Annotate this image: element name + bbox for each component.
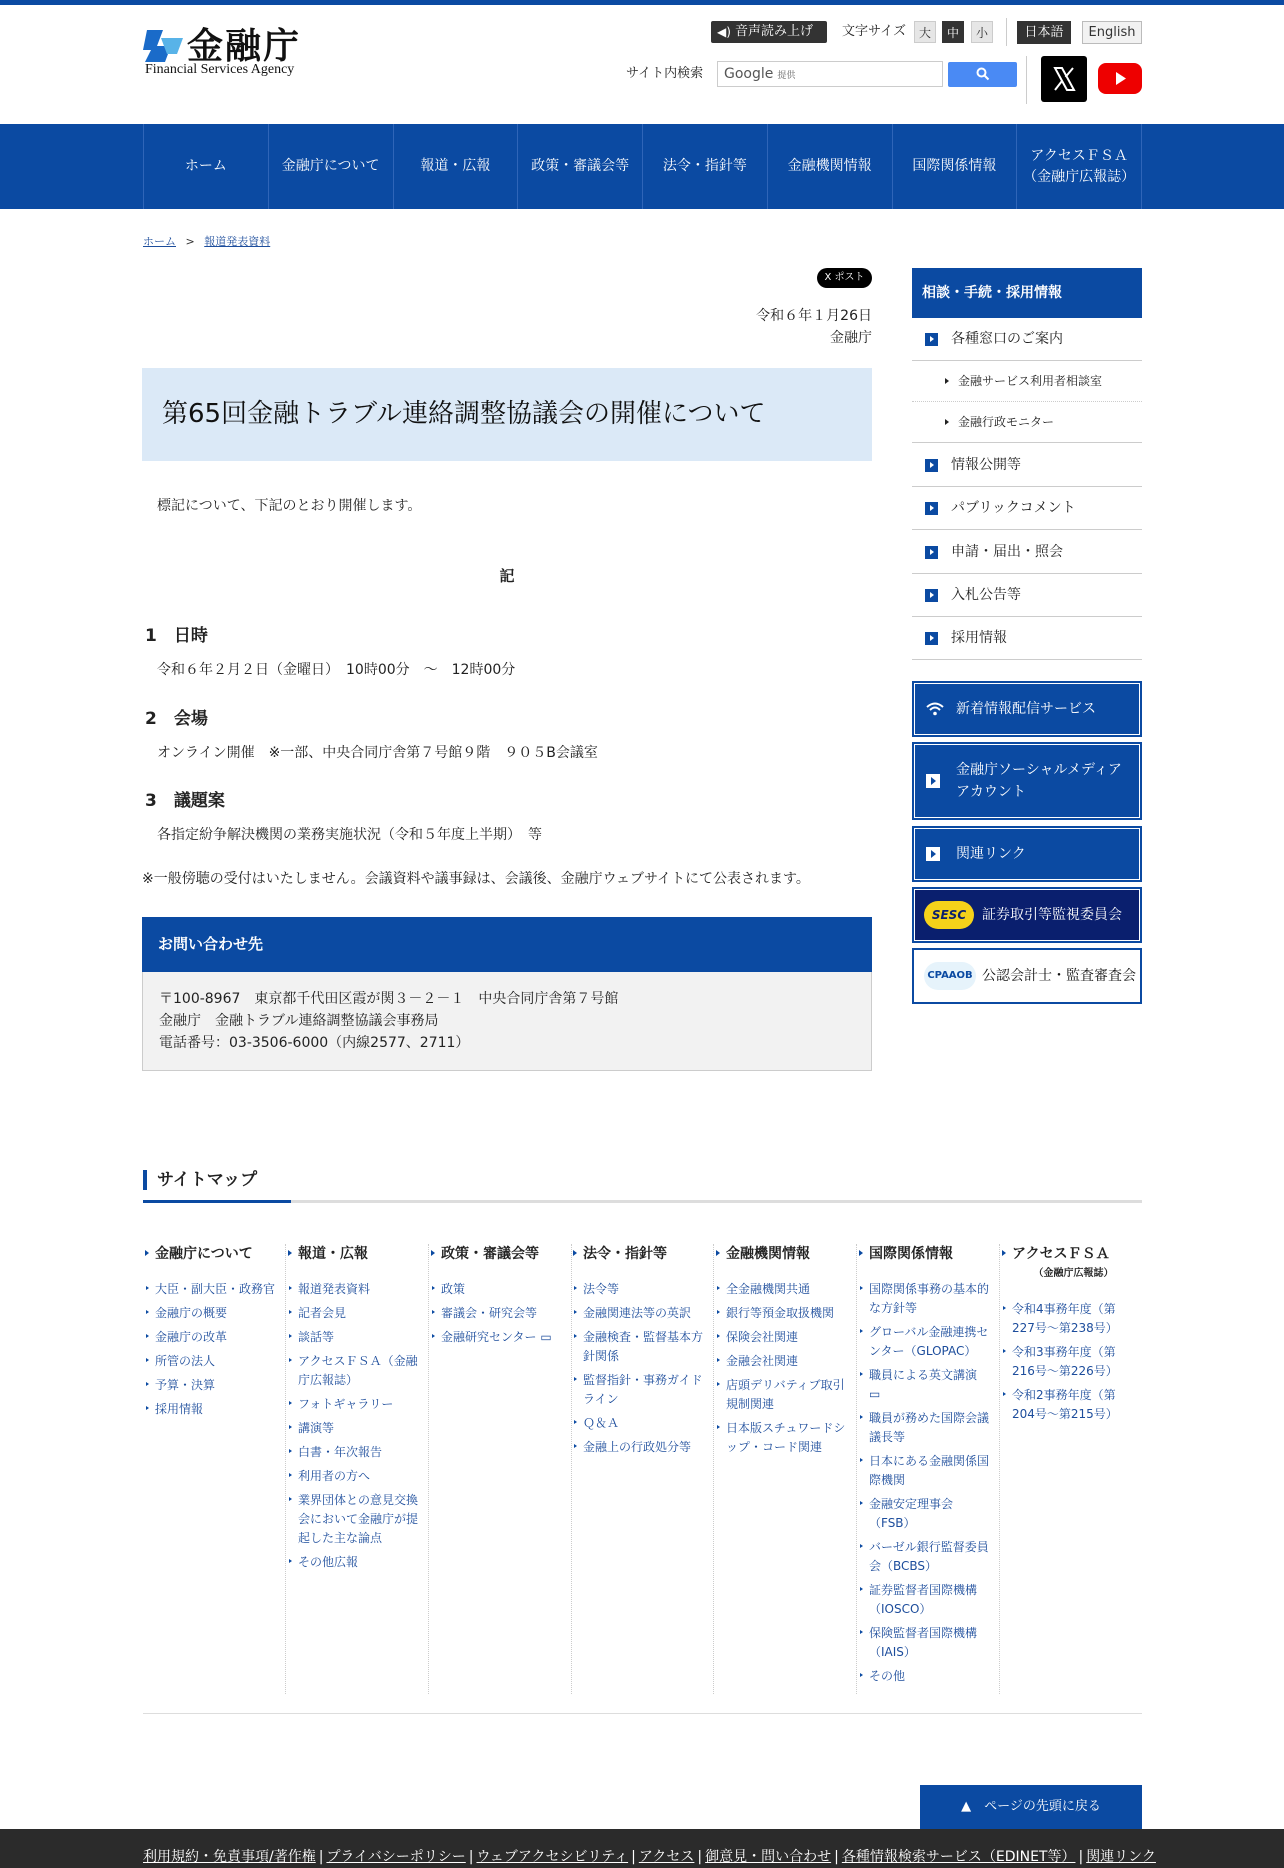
sitemap-column (1000, 1244, 1143, 1694)
triangle-icon (145, 1250, 149, 1256)
sitemap-link[interactable]: 金融研究センター ▭ (441, 1328, 563, 1347)
sitemap-heading-sub: （金融庁広報誌） (1033, 1268, 1114, 1279)
nav-access-fsa[interactable]: アクセスＦＳＡ （金融庁広報誌） (1017, 124, 1142, 209)
footer-link-edinet[interactable]: 各種情報検索サービス（EDINET等） (841, 1849, 1076, 1865)
breadcrumb (143, 233, 270, 249)
triangle-icon (716, 1250, 720, 1256)
sitemap-column-heading[interactable] (155, 1244, 277, 1264)
top-accent-bar (0, 0, 1284, 5)
youtube-link[interactable] (1098, 63, 1142, 94)
sidebar-item-public-comment[interactable] (912, 487, 1142, 530)
global-nav (0, 124, 1284, 209)
triangle-icon (945, 378, 949, 384)
sitemap-link[interactable]: 白書・年次報告 (298, 1443, 420, 1462)
ki-heading: 記 (499, 567, 515, 585)
social-media-button[interactable] (912, 742, 1142, 820)
triangle-icon (431, 1250, 435, 1256)
nav-policy[interactable]: 政策・審議会等 (518, 124, 643, 209)
sitemap-heading-label: アクセスＦＳＡ (1012, 1246, 1110, 1262)
sesc-label: 証券取引等監視委員会 (982, 907, 1122, 923)
related-links-label: 関連リンク (956, 846, 1026, 862)
sitemap-link[interactable]: 銀行等預金取扱機関 (726, 1304, 848, 1323)
sitemap-link[interactable]: 職員が務めた国際会議議長等 (869, 1409, 991, 1447)
sidebar-item-contact-desks[interactable] (912, 318, 1142, 361)
footer-link-privacy[interactable]: プライバシーポリシー (326, 1849, 466, 1865)
font-size-small-button[interactable]: 小 (971, 21, 993, 43)
section-body-agenda: 各指定紛争解決機関の業務実施状況（令和５年度上半期） 等 (157, 827, 542, 843)
cpaaob-label: 公認会計士・監査審査会 (982, 968, 1136, 984)
arrow-square-icon (926, 774, 940, 788)
sitemap-link[interactable]: 令和3事務年度（第216号〜第226号） (1012, 1343, 1135, 1381)
footer-links: 利用規約・免責事項/著作権 | プライバシーポリシー | ウェブアクセシビリティ | アクセス | 御意見・問い合わせ | 各種情報検索サービス（EDINET等） | 関連リンク (143, 1849, 1156, 1865)
sitemap-link[interactable]: 法令等 (583, 1280, 705, 1299)
sidebar-sub-label: 金融行政モニター (958, 415, 1055, 429)
sitemap-heading-label: 金融庁について (155, 1246, 253, 1262)
sitemap-column (429, 1244, 572, 1694)
sitemap-link[interactable]: 保険監督者国際機構（IAIS） (869, 1624, 991, 1662)
x-post-button[interactable]: X ポスト (817, 268, 872, 288)
sitemap-link[interactable]: フォトギャラリー (298, 1395, 420, 1414)
sitemap-link[interactable]: 金融上の行政処分等 (583, 1438, 705, 1457)
arrow-square-icon (925, 459, 938, 472)
font-size-label: 文字サイズ (842, 24, 906, 39)
logo-text-jp: 金融庁 (187, 25, 302, 67)
sitemap-underline-accent (143, 1200, 291, 1203)
page-title-box (142, 368, 872, 461)
youtube-play-icon (1098, 63, 1142, 94)
sitemap-column (286, 1244, 429, 1694)
arrow-square-icon (926, 847, 940, 861)
sitemap-link[interactable]: 採用情報 (155, 1400, 277, 1419)
nav-institutions[interactable]: 金融機関情報 (768, 124, 893, 209)
sitemap-link[interactable]: 記者会見 (298, 1304, 420, 1323)
sitemap-link[interactable]: バーゼル銀行監督委員会（BCBS） (869, 1538, 991, 1576)
sitemap-column-heading[interactable] (726, 1244, 848, 1264)
sitemap-link[interactable]: 日本にある金融関係国際機関 (869, 1452, 991, 1490)
sitemap-link[interactable]: アクセスＦＳＡ（金融庁広報誌） (298, 1352, 420, 1390)
search-placeholder-sub: 提供 (777, 71, 796, 81)
nav-laws[interactable]: 法令・指針等 (643, 124, 768, 209)
search-icon (976, 67, 990, 81)
sitemap-link[interactable]: 令和4事務年度（第227号〜第238号） (1012, 1300, 1135, 1338)
cpaaob-logo-icon: CPAAOB (924, 962, 976, 990)
sitemap-column-heading[interactable] (441, 1244, 563, 1264)
footer-link-terms[interactable]: 利用規約・免責事項/著作権 (143, 1849, 316, 1865)
voice-readout-button[interactable] (711, 21, 827, 43)
sitemap-link[interactable]: その他広報 (298, 1553, 420, 1572)
sidebar-item-disclosure[interactable] (912, 444, 1142, 487)
sitemap-link[interactable]: その他 (869, 1667, 991, 1686)
contact-body (142, 972, 872, 1071)
logo-text-en: Financial Services Agency (145, 62, 295, 77)
sidebar-item-label: 情報公開等 (951, 457, 1021, 473)
sitemap-link[interactable]: 政策 (441, 1280, 563, 1299)
contact-heading: お問い合わせ先 (142, 917, 872, 972)
sitemap-title: サイトマップ (143, 1170, 257, 1190)
divider (1026, 56, 1027, 104)
social-media-label: 金融庁ソーシャルメディア アカウント (956, 762, 1122, 800)
arrow-square-icon (925, 502, 938, 515)
sidebar-item-label: 各種窓口のご案内 (951, 331, 1063, 347)
sitemap-column-heading[interactable] (583, 1244, 705, 1264)
sitemap-link[interactable]: 国際関係事務の基本的な方針等 (869, 1280, 991, 1318)
sitemap-link[interactable]: 証券監督者国際機構（IOSCO） (869, 1581, 991, 1619)
contact-phone: 電話番号：03-3506-6000（内線2577、2711） (159, 1035, 470, 1051)
sitemap-column-heading[interactable] (869, 1244, 991, 1264)
cpaaob-banner[interactable] (912, 948, 1142, 1004)
sitemap-heading-label: 法令・指針等 (583, 1246, 667, 1262)
triangle-icon (288, 1250, 292, 1256)
section-heading-datetime: 1 日時 (145, 626, 208, 646)
sitemap-link[interactable]: 全金融機関共通 (726, 1280, 848, 1299)
sitemap-bottom-rule (143, 1713, 1142, 1714)
sitemap-link[interactable]: 令和2事務年度（第204号〜第215号） (1012, 1386, 1135, 1424)
related-links-button[interactable] (912, 826, 1142, 882)
sitemap-link[interactable]: 談話等 (298, 1328, 420, 1347)
sitemap-link[interactable]: 報道発表資料 (298, 1280, 420, 1299)
release-date-block (756, 305, 872, 349)
lang-japanese-button[interactable]: 日本語 (1017, 21, 1071, 44)
sidebar-item-applications[interactable] (912, 531, 1142, 574)
rss-service-label: 新着情報配信サービス (956, 701, 1096, 717)
sitemap-link[interactable]: グローバル金融連携センター（GLOPAC） (869, 1323, 991, 1361)
section-heading-agenda: 3 議題案 (145, 791, 225, 811)
breadcrumb-separator: > (185, 235, 195, 248)
notice-text: ※一般傍聴の受付はいたしません。会議資料や議事録は、会議後、金融庁ウェブサイトにて公表されます。 (142, 871, 810, 887)
site-search-input[interactable] (717, 61, 943, 87)
nav-about-fsa[interactable]: 金融庁について (269, 124, 394, 209)
section-body-venue: オンライン開催 ※一部、中央合同庁舎第７号館９階 ９０５B会議室 (157, 745, 598, 761)
font-size-large-button[interactable]: 大 (914, 21, 936, 43)
sitemap-link[interactable]: 大臣・副大臣・政務官 (155, 1280, 277, 1299)
contact-address: 〒100-8967 東京都千代田区霞が関３－２－１ 中央合同庁舎第７号館 (159, 991, 619, 1007)
sidebar-item-label: 申請・届出・照会 (951, 544, 1063, 560)
site-search-label: サイト内検索 (626, 66, 704, 81)
sitemap-column (571, 1244, 714, 1694)
sidebar-sub-monitor[interactable] (912, 402, 1142, 443)
sidebar-item-label: パブリックコメント (951, 500, 1076, 516)
x-twitter-link[interactable] (1041, 56, 1087, 102)
breadcrumb-press-releases[interactable]: 報道発表資料 (204, 235, 271, 248)
arrow-square-icon (925, 333, 938, 346)
sitemap-link[interactable]: Ｑ＆Ａ (583, 1414, 705, 1433)
sidebar-sub-label: 金融サービス利用者相談室 (958, 374, 1103, 388)
sitemap-link[interactable]: 予算・決算 (155, 1376, 277, 1395)
sidebar-heading: 相談・手続・採用情報 (912, 268, 1142, 318)
nav-international[interactable]: 国際関係情報 (893, 124, 1018, 209)
issuer: 金融庁 (830, 330, 872, 346)
voice-readout-label: 音声読み上げ (735, 24, 814, 39)
sitemap-column (857, 1244, 1000, 1694)
sitemap-link[interactable]: 日本版スチュワードシップ・コード関連 (726, 1419, 848, 1457)
section-body-datetime: 令和６年２月２日（金曜日） 10時00分 ～ 12時00分 (157, 662, 516, 678)
sidebar-sub-consult[interactable] (912, 361, 1142, 402)
sitemap-heading-label: 政策・審議会等 (441, 1246, 539, 1262)
sitemap-underline (143, 1200, 1142, 1203)
sitemap-link[interactable]: 金融会社関連 (726, 1352, 848, 1371)
font-size-medium-button[interactable]: 中 (942, 21, 964, 43)
sitemap-heading-label: 国際関係情報 (869, 1246, 953, 1262)
sitemap-link[interactable]: 監督指針・事務ガイドライン (583, 1371, 705, 1409)
sitemap-link[interactable]: 利用者の方へ (298, 1467, 420, 1486)
divider (1006, 18, 1007, 46)
release-date: 令和６年１月26日 (756, 308, 872, 324)
search-button[interactable] (948, 62, 1017, 87)
sitemap-link[interactable]: 講演等 (298, 1419, 420, 1438)
search-placeholder: Google (724, 66, 774, 82)
page-top-button[interactable]: ▲ ページの先頭に戻る (920, 1785, 1142, 1829)
footer-link-inquiry[interactable]: 御意見・問い合わせ (705, 1849, 832, 1865)
sitemap-link[interactable]: 金融庁の改革 (155, 1328, 277, 1347)
fsa-logo-mark-icon (143, 24, 185, 66)
sitemap-link[interactable]: 所管の法人 (155, 1352, 277, 1371)
arrow-square-icon (925, 632, 938, 645)
sitemap-heading-label: 金融機関情報 (726, 1246, 810, 1262)
section-heading-venue: 2 会場 (145, 709, 208, 729)
sitemap-column (143, 1244, 286, 1694)
sitemap-heading-label: 報道・広報 (298, 1246, 368, 1262)
triangle-icon (859, 1250, 863, 1256)
sesc-banner[interactable] (912, 887, 1142, 943)
sidebar-item-label: 入札公告等 (951, 587, 1021, 603)
triangle-icon (1002, 1250, 1006, 1256)
sitemap-link[interactable]: 業界団体との意見交換会において金融庁が提起した主な論点 (298, 1491, 420, 1548)
sitemap-column-heading[interactable] (298, 1244, 420, 1264)
sitemap-link[interactable]: 金融安定理事会（FSB） (869, 1495, 991, 1533)
wifi-icon (926, 702, 944, 716)
sidebar-item-tenders[interactable] (912, 574, 1142, 617)
nav-home[interactable]: ホーム (144, 124, 269, 209)
footer-link-related[interactable]: 関連リンク (1086, 1849, 1156, 1865)
fsa-logo[interactable] (143, 24, 313, 84)
arrow-square-icon (925, 546, 938, 559)
lead-text: 標記について、下記のとおり開催します。 (157, 498, 422, 514)
nav-press[interactable]: 報道・広報 (394, 124, 519, 209)
sesc-logo-icon: SESC (924, 901, 974, 929)
sidebar-item-label: 採用情報 (951, 630, 1007, 646)
lang-english-button[interactable]: English (1082, 21, 1142, 44)
sitemap-column (714, 1244, 857, 1694)
rss-service-button[interactable] (912, 681, 1142, 737)
sitemap-link[interactable]: 金融関連法等の英訳 (583, 1304, 705, 1323)
sitemap-link[interactable]: 保険会社関連 (726, 1328, 848, 1347)
sitemap-link[interactable]: 店頭デリバティブ取引規制関連 (726, 1376, 848, 1414)
sidebar-item-recruit[interactable] (912, 617, 1142, 660)
arrow-square-icon (925, 589, 938, 602)
footer-link-access[interactable]: アクセス (638, 1849, 695, 1865)
triangle-icon (573, 1250, 577, 1256)
sitemap-column-heading[interactable] (1012, 1244, 1135, 1284)
speaker-icon: ◀) (717, 25, 731, 39)
contact-office: 金融庁 金融トラブル連絡調整協議会事務局 (159, 1013, 439, 1029)
footer-link-accessibility[interactable]: ウェブアクセシビリティ (476, 1849, 629, 1865)
x-logo-icon (1041, 56, 1087, 102)
sitemap-link[interactable]: 審議会・研究会等 (441, 1304, 563, 1323)
sitemap-link[interactable]: 金融庁の概要 (155, 1304, 277, 1323)
page-title: 第65回金融トラブル連絡調整協議会の開催について (162, 399, 766, 429)
sitemap-link[interactable]: 職員による英文講演 ▭ (869, 1366, 991, 1404)
breadcrumb-home[interactable]: ホーム (143, 235, 176, 248)
triangle-icon (945, 419, 949, 425)
sitemap-link[interactable]: 金融検査・監督基本方針関係 (583, 1328, 705, 1366)
